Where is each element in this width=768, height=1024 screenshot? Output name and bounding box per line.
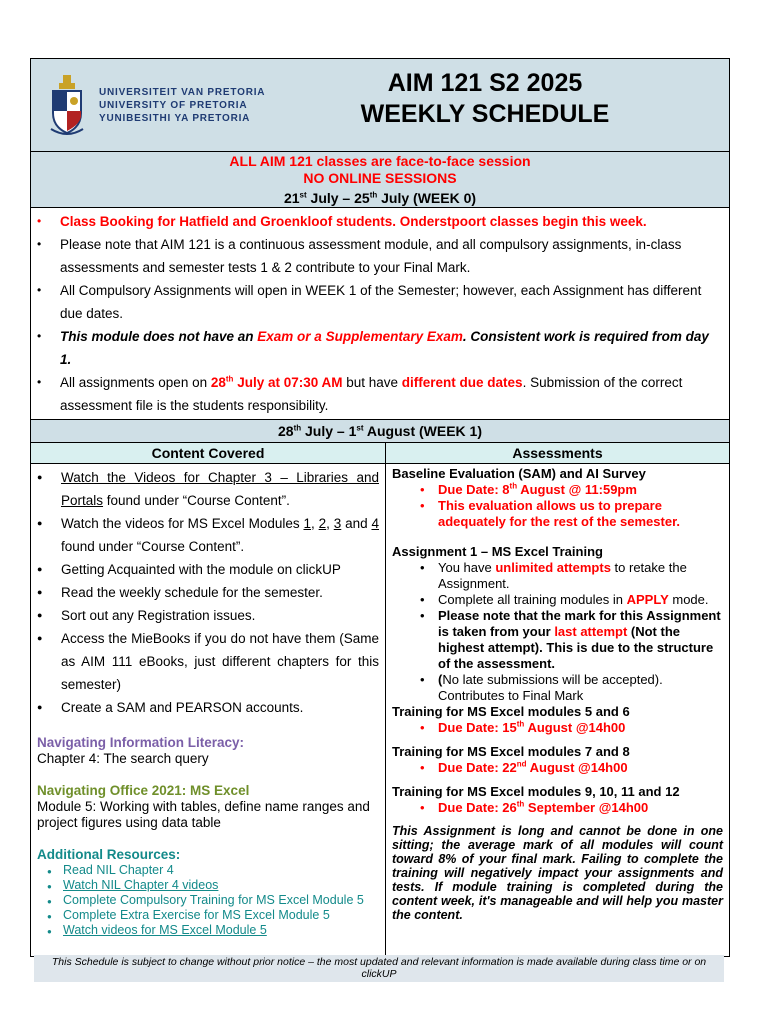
open-date-text-f: . Submission of the correct assessment file is the students responsibility. — [60, 375, 683, 413]
item-text: You have — [438, 560, 496, 575]
week0-start-day: 21 — [283, 190, 300, 206]
resource-watch-excel-m5-link[interactable]: ● Watch videos for MS Excel Module 5 — [63, 923, 379, 938]
baseline-list — [392, 482, 723, 530]
list-item — [438, 800, 723, 816]
content-covered-column — [31, 443, 386, 956]
content-covered-header: Content Covered — [31, 443, 385, 464]
announcement-no-online: NO ONLINE SESSIONS — [303, 170, 457, 186]
week1-table — [31, 443, 729, 956]
content-text: Read the weekly schedule for the semester. — [61, 585, 323, 600]
week0-label: July (WEEK 0) — [377, 190, 477, 206]
excel-module-2-link[interactable]: 2 — [318, 516, 327, 531]
week1-start-day: 28 — [277, 423, 294, 439]
week1-date-range — [31, 420, 729, 443]
training-9-12-heading: Training for MS Excel modules 9, 10, 11 and 12 — [392, 784, 680, 799]
due-date-text: Due Date: 26 — [438, 800, 517, 815]
list-item — [60, 371, 723, 417]
announcement-face-to-face: ALL AIM 121 classes are face-to-face session — [229, 153, 531, 169]
document-header — [31, 59, 729, 152]
training-9-12-list — [392, 800, 723, 816]
training-7-8-list — [392, 760, 723, 776]
university-name-sepedi: YUNIBESITHI YA PRETORIA — [99, 112, 251, 124]
list-item — [60, 325, 723, 371]
chapter3-videos-link[interactable]: Watch the Videos for Chapter 3 – Libraries and Portals — [61, 470, 379, 508]
assignment-length-note: This Assignment is long and cannot be done in one sitting; the average mark of all modules will count toward 8% of your final mark. Failing to complete the training will negatively impact your assignments and tests. If module training is completed during the content week, it's manageable and will help you master the content. — [392, 824, 723, 922]
due-date-suffix: th — [516, 719, 525, 729]
open-date-text-a: All assignments open on — [60, 375, 211, 390]
no-exam-highlight: Exam or a Supplementary Exam — [257, 329, 463, 344]
list-item — [61, 466, 379, 512]
content-text: Watch the videos for MS Excel Modules — [61, 516, 304, 531]
due-date-text: August @14h00 — [526, 760, 628, 775]
week1-mid: July – 1 — [301, 423, 357, 439]
class-booking-notice: Class Booking for Hatfield and Groenkloof students. Onderstpoort classes begin this week. — [60, 214, 647, 229]
info-literacy-text: Chapter 4: The search query — [37, 751, 209, 766]
content-text: found under “Course Content”. — [103, 493, 290, 508]
page-title — [281, 59, 729, 151]
baseline-note: This evaluation allows us to prepare adequately for the rest of the semester. — [438, 498, 681, 529]
baseline-heading: Baseline Evaluation (SAM) and AI Survey — [392, 466, 646, 481]
resource-read-nil-ch4: ● Read NIL Chapter 4 — [63, 863, 379, 878]
list-item — [61, 627, 379, 696]
week1-label: August (WEEK 1) — [363, 423, 482, 439]
assignment1-heading: Assignment 1 – MS Excel Training — [392, 544, 603, 559]
list-item — [61, 558, 379, 581]
list-item — [60, 279, 723, 325]
week0-mid: July – 25 — [306, 190, 370, 206]
title-course: AIM 121 S2 2025 — [387, 69, 583, 97]
due-date-suffix: nd — [516, 759, 527, 769]
due-date-suffix: th — [509, 481, 518, 491]
open-date-suffix: th — [225, 374, 234, 384]
list-item — [60, 233, 723, 279]
training-5-6-heading: Training for MS Excel modules 5 and 6 — [392, 704, 630, 719]
resource-extra-exercise: ● Complete Extra Exercise for MS Excel Module 5 — [63, 908, 379, 923]
excel-module-3-link[interactable]: 3 — [333, 516, 342, 531]
open-date-text-d: but have — [342, 375, 402, 390]
schedule-footer-note: This Schedule is subject to change without prior notice – the most updated and relevant information is made available during class time or on clickUP — [34, 955, 724, 982]
due-date-text: August @ 11:59pm — [517, 482, 637, 497]
item-text: mode. — [668, 592, 709, 607]
week1-end-suffix: st — [356, 423, 364, 433]
list-item — [61, 604, 379, 627]
due-date-text: September @14h00 — [524, 800, 649, 815]
list-item — [60, 210, 723, 233]
item-text: (Not the highest attempt). This is due to the structure of the assessment. — [438, 624, 714, 671]
list-item — [438, 592, 723, 608]
training-7-8-heading: Training for MS Excel modules 7 and 8 — [392, 744, 630, 759]
due-date-text: Due Date: 8 — [438, 482, 510, 497]
assessments-header: Assessments — [386, 443, 729, 464]
content-text: Create a SAM and PEARSON accounts. — [61, 700, 304, 715]
list-item — [438, 672, 723, 704]
content-text: Getting Acquainted with the module on clickUP — [61, 562, 341, 577]
list-item — [438, 482, 723, 498]
last-attempt: last attempt — [554, 624, 628, 639]
assessments-content — [386, 464, 729, 922]
item-text: No late submissions will be accepted). Contributes to Final Mark — [438, 672, 663, 703]
excel-module-1-link[interactable]: 1 — [303, 516, 312, 531]
university-name-afrikaans: UNIVERSITEIT VAN PRETORIA — [99, 86, 266, 98]
due-date-text: Due Date: 15 — [438, 720, 517, 735]
continuous-assessment-notice: Please note that AIM 121 is a continuous assessment module, and all compulsory assignments, in-class assessments and semester tests 1 & 2 contribute to your Final Mark. — [60, 237, 682, 275]
content-list — [31, 464, 385, 719]
list-item — [438, 608, 723, 672]
item-text: ( — [438, 672, 443, 687]
due-date-text: Due Date: 22 — [438, 760, 517, 775]
open-date-time: July at 07:30 AM — [233, 375, 343, 390]
assignment1-list — [392, 560, 723, 704]
content-text: Access the MieBooks if you do not have them (Same as AIM 111 eBooks, just different chapters for this semester) — [61, 631, 379, 692]
week0-date-range — [31, 189, 729, 207]
university-names — [99, 86, 265, 125]
week0-start-suffix: st — [299, 190, 307, 200]
week1-start-suffix: th — [293, 423, 302, 433]
item-text: Complete all training modules in — [438, 592, 627, 607]
list-item — [61, 581, 379, 604]
due-date-suffix: th — [516, 799, 525, 809]
different-due-dates: different due dates — [401, 375, 523, 390]
assessments-column — [386, 443, 729, 956]
week0-end-suffix: th — [369, 190, 378, 200]
list-item — [61, 696, 379, 719]
list-item — [438, 560, 723, 592]
info-literacy-heading: Navigating Information Literacy: — [37, 735, 245, 750]
resources-heading: Additional Resources: — [37, 847, 181, 862]
list-item: ● Watch the videos for MS Excel Modules 1, 2, 3 and 4 found under “Course Content”. — [61, 512, 379, 558]
week0-section-header — [31, 152, 729, 208]
open-date-day: 28 — [210, 375, 226, 390]
no-exam-text-a: This module does not have an — [60, 329, 258, 344]
resources-list — [37, 863, 379, 938]
list-item — [438, 720, 723, 736]
list-item — [438, 498, 723, 530]
resource-compulsory-training: ● Complete Compulsory Training for MS Excel Module 5 — [63, 893, 379, 908]
unlimited-attempts: unlimited attempts — [495, 560, 611, 575]
item-text: Please note that the mark for this Assignment is taken from your — [438, 608, 721, 639]
office-text: Module 5: Working with tables, define name ranges and project figures using data table — [37, 799, 370, 830]
resource-watch-nil-ch4-link[interactable]: ● Watch NIL Chapter 4 videos — [63, 878, 379, 893]
content-text: and — [341, 516, 372, 531]
navigation-sections — [31, 719, 385, 956]
university-logo — [31, 59, 281, 151]
training-5-6-list — [392, 720, 723, 736]
content-text: Sort out any Registration issues. — [61, 608, 256, 623]
title-schedule: WEEKLY SCHEDULE — [360, 100, 610, 128]
office-heading: Navigating Office 2021: MS Excel — [37, 783, 250, 798]
apply-mode: APPLY — [626, 592, 669, 607]
university-crest-icon — [49, 73, 85, 137]
university-name-english: UNIVERSITY OF PRETORIA — [99, 99, 248, 111]
list-item — [438, 760, 723, 776]
assignments-open-notice: All Compulsory Assignments will open in WEEK 1 of the Semester; however, each Assignment has different due dates. — [60, 283, 702, 321]
due-date-text: August @14h00 — [524, 720, 626, 735]
excel-module-4-link[interactable]: 4 — [371, 516, 379, 531]
no-exam-text-c: . Consistent work is required from day 1. — [60, 329, 709, 367]
item-text: to retake the Assignment. — [438, 560, 687, 591]
content-text: found under “Course Content”. — [61, 539, 245, 554]
week0-notice-list — [31, 208, 729, 420]
schedule-document — [30, 58, 730, 957]
